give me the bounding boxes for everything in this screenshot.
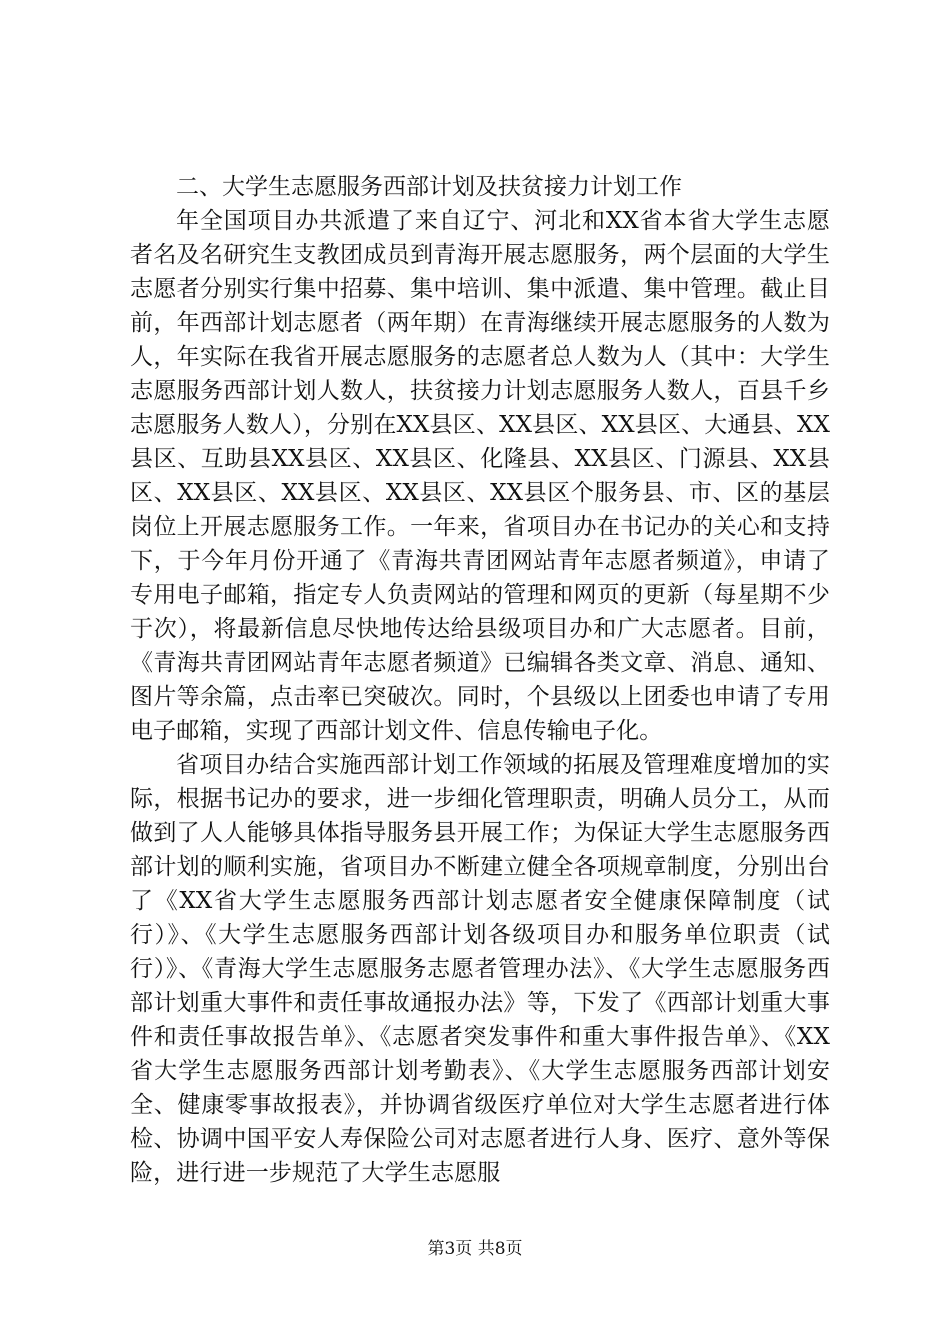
paragraph-1: 年全国项目办共派遣了来自辽宁、河北和XX省本省大学生志愿者名及名研究生支教团成员到青海开展志愿服务，两个层面的大学生志愿者分别实行集中招募、集中培训、集中派遣、集中管理。截止目前，年西部计划志愿者（两年期）在青海继续开展志愿服务的人数为人，年实际在我省开展志愿服务的志愿者总人数为人（其中：大学生志愿服务西部计划人数人，扶贫接力计划志愿服务人数人，百县千乡志愿服务人数人），分别在XX县区、XX县区、XX县区、大通县、XX县区、互助县XX县区、XX县区、化隆县、XX县区、门源县、XX县区、XX县区、XX县区、XX县区、XX县区个服务县、市、区的基层岗位上开展志愿服务工作。一年来，省项目办在书记办的关心和支持下，于今年月份开通了《青海共青团网站青年志愿者频道》，申请了专用电子邮箱，指定专人负责网站的管理和网页的更新（每星期不少于次），将最新信息尽快地传达给县级项目办和广大志愿者。目前，《青海共青团网站青年志愿者频道》已编辑各类文章、消息、通知、图片等余篇，点击率已突破次。同时，个县级以上团委也申请了专用电子邮箱，实现了西部计划文件、信息传输电子化。 [130, 208, 830, 744]
document-body [130, 170, 830, 1190]
section-heading: 二、大学生志愿服务西部计划及扶贫接力计划工作 [176, 174, 682, 200]
page-number-footer: 第3页 共8页 [427, 1239, 523, 1259]
paragraph-2: 省项目办结合实施西部计划工作领域的拓展及管理难度增加的实际，根据书记办的要求，进一步细化管理职责，明确人员分工，从而做到了人人能够具体指导服务县开展工作；为保证大学生志愿服务西部计划的顺利实施，省项目办不断建立健全各项规章制度，分别出台了《XX省大学生志愿服务西部计划志愿者安全健康保障制度（试行）》、《大学生志愿服务西部计划各级项目办和服务单位职责（试行）》、《青海大学生志愿服务志愿者管理办法》、《大学生志愿服务西部计划重大事件和责任事故通报办法》等，下发了《西部计划重大事件和责任事故报告单》、《志愿者突发事件和重大事件报告单》、《XX省大学生志愿服务西部计划考勤表》、《大学生志愿服务西部计划安全、健康零事故报表》，并协调省级医疗单位对大学生志愿者进行体检、协调中国平安人寿保险公司对志愿者进行人身、医疗、意外等保险，进行进一步规范了大学生志愿服 [130, 752, 830, 1186]
